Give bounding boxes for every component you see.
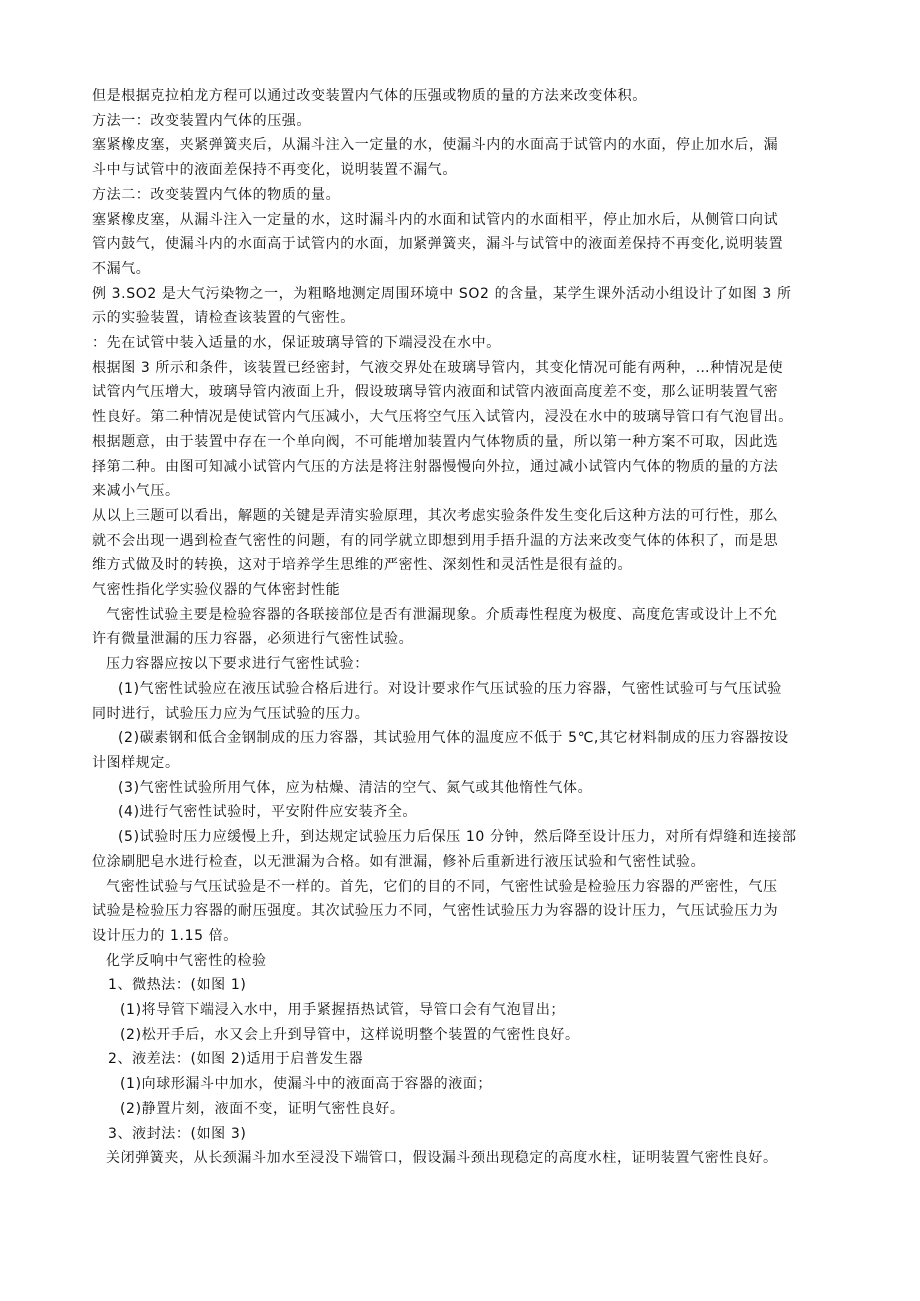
text-line: 同时进行，试验压力应为气压试验的压力。: [92, 705, 370, 722]
text-line: 来减小气压。: [92, 483, 180, 500]
text-line: 方法一：改变装置内气体的压强。: [92, 112, 311, 129]
text-line: 化学反响中气密性的检验: [106, 952, 267, 969]
text-line: 斗中与试管中的液面差保持不再变化，说明装置不漏气。: [92, 162, 457, 179]
text-line: 示的实验装置，请检查该装置的气密性。: [92, 310, 355, 327]
text-line: (2)静置片刻，液面不变，证明气密性良好。: [120, 1100, 405, 1117]
text-line: 气密性试验主要是检验容器的各联接部位是否有泄漏现象。介质毒性程度为极度、高度危害或设计上不允: [106, 606, 778, 623]
text-line: (5)试验时压力应缓慢上升，到达规定试验压力后保压 10 分钟，然后降至设计压力，对所有焊缝和连接部: [118, 829, 797, 846]
text-line: (3)气密性试验所用气体，应为枯燥、清洁的空气、氮气或其他惰性气体。: [118, 779, 593, 796]
text-line: 塞紧橡皮塞，夹紧弹簧夹后，从漏斗注入一定量的水，使漏斗内的水面高于试管内的水面，停止加水后，漏: [92, 137, 779, 154]
text-line: 设计压力的 1.15 倍。: [92, 927, 238, 944]
text-line: 维方式做及时的转换，这对于培养学生思维的严密性、深刻性和灵活性是很有益的。: [92, 557, 633, 574]
text-line: 2、液差法：(如图 2)适用于启普发生器: [108, 1051, 364, 1068]
text-line: 气密性试验与气压试验是不一样的。首先，它们的目的不同，气密性试验是检验压力容器的严密性，气压: [106, 878, 778, 895]
text-line: 方法二：改变装置内气体的物质的量。: [92, 186, 341, 203]
text-line: 气密性指化学实验仪器的气体密封性能: [92, 582, 341, 599]
text-line: 择第二种。由图可知减小试管内气压的方法是将注射器慢慢向外拉，通过减小试管内气体的物质的量的方法: [92, 458, 779, 475]
text-line: 不漏气。: [92, 260, 151, 277]
text-line: 从以上三题可以看出，解题的关键是弄清实验原理，其次考虑实验条件发生变化后这种方法的可行性，那么: [92, 507, 779, 524]
text-line: 许有微量泄漏的压力容器，必须进行气密性试验。: [92, 631, 414, 648]
text-line: ：先在试管中装入适量的水，保证玻璃导管的下端浸没在水中。: [92, 335, 501, 352]
text-line: (1)将导管下端浸入水中，用手紧握捂热试管，导管口会有气泡冒出；: [120, 1002, 566, 1019]
text-line: 管内鼓气，使漏斗内的水面高于试管内的水面，加紧弹簧夹，漏斗与试管中的液面差保持不再变化,说明装置: [92, 236, 784, 253]
text-line: 3、液封法：(如图 3): [108, 1125, 247, 1142]
text-line: 就不会出现一遇到检查气密性的问题，有的同学就立即想到用手捂升温的方法来改变气体的体积了，而是思: [92, 532, 779, 549]
text-line: 1、微热法：(如图 1): [108, 977, 247, 994]
text-line: 根据图 3 所示和条件，该装置已经密封，气液交界处在玻璃导管内，其变化情况可能有两种，…种情况是使: [92, 359, 784, 376]
text-line: (2)碳素钢和低合金钢制成的压力容器，其试验用气体的温度应不低于 5℃,其它材料制成的压力容器按设: [118, 730, 789, 747]
text-line: 试验是检验压力容器的耐压强度。其次试验压力不同，气密性试验压力为容器的设计压力，气压试验压力为: [92, 903, 779, 920]
text-line: 根据题意，由于装置中存在一个单向阀，不可能增加装置内气体物质的量，所以第一种方案不可取，因此选: [92, 433, 779, 450]
text-line: 关闭弹簧夹，从长颈漏斗加水至浸没下端管口，假设漏斗颈出现稳定的高度水柱，证明装置气密性良好。: [106, 1150, 778, 1167]
text-line: 例 3.SO2 是大气污染物之一，为粗略地测定周围环境中 SO2 的含量，某学生课外活动小组设计了如图 3 所: [92, 285, 792, 302]
text-line: (1)气密性试验应在液压试验合格后进行。对设计要求作气压试验的压力容器，气密性试验可与气压试验: [118, 680, 783, 697]
text-line: 性良好。第二种情况是使试管内气压减小，大气压将空气压入试管内，浸没在水中的玻璃导管口有气泡冒出。: [92, 409, 793, 426]
text-line: (4)进行气密性试验时，平安附件应安装齐全。: [118, 804, 418, 821]
text-line: 压力容器应按以下要求进行气密性试验：: [106, 656, 369, 673]
text-line: 位涂刷肥皂水进行检查，以无泄漏为合格。如有泄漏，修补后重新进行液压试验和气密性试验。: [92, 853, 706, 870]
text-line: 但是根据克拉柏龙方程可以通过改变装置内气体的压强或物质的量的方法来改变体积。: [92, 88, 647, 104]
text-line: 塞紧橡皮塞，从漏斗注入一定量的水，这时漏斗内的水面和试管内的水面相平，停止加水后，从侧管口向试: [92, 211, 779, 228]
text-line: 试管内气压增大，玻璃导管内液面上升，假设玻璃导管内液面和试管内液面高度差不变，那么证明装置气密: [92, 384, 779, 401]
text-line: 计图样规定。: [92, 754, 180, 771]
text-line: (2)松开手后，水又会上升到导管中，这样说明整个装置的气密性良好。: [120, 1026, 580, 1043]
text-line: (1)向球形漏斗中加水，使漏斗中的液面高于容器的液面；: [120, 1076, 493, 1093]
